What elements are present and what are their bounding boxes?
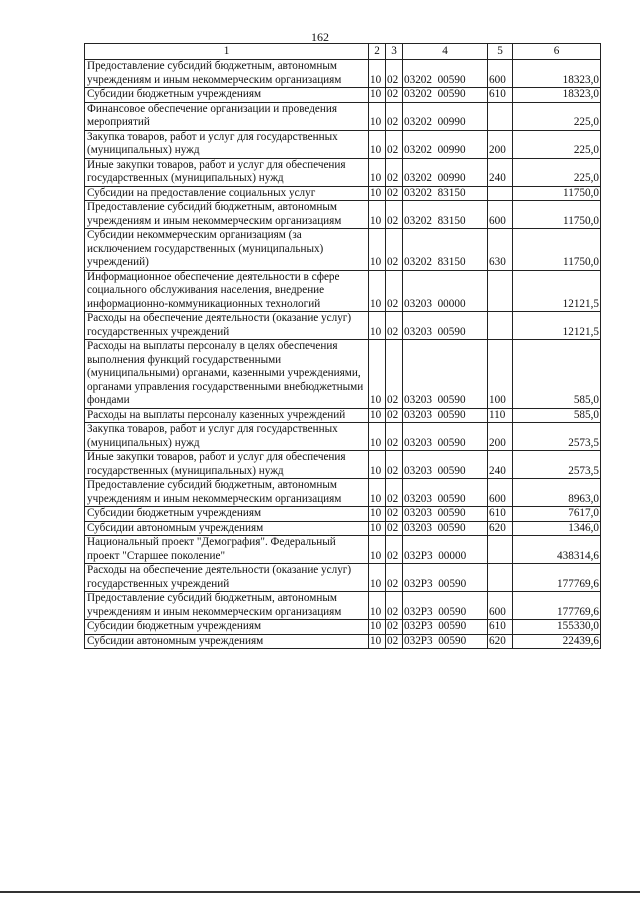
row-expense-type-code: 600 [488,592,513,620]
row-amount: 585,0 [513,408,601,423]
row-section-code: 10 [369,130,386,158]
column-header: 4 [403,44,488,60]
row-section-code: 10 [369,521,386,536]
row-target-article-code: 032P3 00000 [403,536,488,564]
row-amount: 2573,5 [513,451,601,479]
row-target-article-code: 03202 00590 [403,60,488,88]
row-section-code: 10 [369,158,386,186]
row-description: Субсидии некоммерческим организациям (за исключением государственных (муниципальных) учреждений) [85,229,369,271]
row-expense-type-code: 610 [488,507,513,522]
row-section-code: 10 [369,564,386,592]
row-section-code: 10 [369,229,386,271]
row-description: Субсидии на предоставление социальных услуг [85,186,369,201]
row-expense-type-code: 620 [488,521,513,536]
column-header: 5 [488,44,513,60]
row-target-article-code: 03203 00590 [403,479,488,507]
row-description: Финансовое обеспечение организации и проведения мероприятий [85,102,369,130]
bottom-border-line [0,891,640,893]
row-section-code: 10 [369,423,386,451]
row-description: Расходы на обеспечение деятельности (оказание услуг) государственных учреждений [85,564,369,592]
row-subsection-code: 02 [386,186,403,201]
row-target-article-code: 032P3 00590 [403,634,488,649]
row-amount: 155330,0 [513,620,601,635]
row-subsection-code: 02 [386,229,403,271]
row-description: Предоставление субсидий бюджетным, автономным учреждениям и иным некоммерческим организациям [85,592,369,620]
row-section-code: 10 [369,634,386,649]
row-subsection-code: 02 [386,423,403,451]
table-row [85,592,601,620]
row-expense-type-code [488,536,513,564]
row-target-article-code: 03202 83150 [403,201,488,229]
row-target-article-code: 03203 00590 [403,408,488,423]
row-target-article-code: 03203 00590 [403,312,488,340]
row-section-code: 10 [369,340,386,409]
row-amount: 225,0 [513,102,601,130]
row-subsection-code: 02 [386,270,403,312]
table-header-row [85,44,601,60]
row-amount: 22439,6 [513,634,601,649]
row-description: Субсидии бюджетным учреждениям [85,620,369,635]
row-target-article-code: 03203 00000 [403,270,488,312]
row-subsection-code: 02 [386,102,403,130]
row-amount: 12121,5 [513,312,601,340]
row-target-article-code: 03203 00590 [403,521,488,536]
row-amount: 177769,6 [513,564,601,592]
table-row [85,423,601,451]
row-amount: 18323,0 [513,88,601,103]
row-subsection-code: 02 [386,634,403,649]
row-target-article-code: 03202 83150 [403,186,488,201]
table-row [85,102,601,130]
table-row [85,536,601,564]
row-description: Предоставление субсидий бюджетным, автономным учреждениям и иным некоммерческим организациям [85,479,369,507]
table-row [85,634,601,649]
row-section-code: 10 [369,312,386,340]
row-subsection-code: 02 [386,507,403,522]
row-description: Предоставление субсидий бюджетным, автономным учреждениям и иным некоммерческим организациям [85,201,369,229]
row-section-code: 10 [369,186,386,201]
row-subsection-code: 02 [386,158,403,186]
row-subsection-code: 02 [386,620,403,635]
row-expense-type-code: 240 [488,451,513,479]
row-subsection-code: 02 [386,340,403,409]
table-row [85,408,601,423]
row-subsection-code: 02 [386,521,403,536]
table-row [85,312,601,340]
row-amount: 12121,5 [513,270,601,312]
row-expense-type-code: 200 [488,423,513,451]
row-target-article-code: 03202 00990 [403,158,488,186]
row-expense-type-code [488,270,513,312]
table-row [85,507,601,522]
row-target-article-code: 032P3 00590 [403,564,488,592]
row-expense-type-code [488,186,513,201]
row-section-code: 10 [369,592,386,620]
row-expense-type-code: 620 [488,634,513,649]
row-section-code: 10 [369,479,386,507]
row-expense-type-code: 200 [488,130,513,158]
row-description: Закупка товаров, работ и услуг для государственных (муниципальных) нужд [85,423,369,451]
row-expense-type-code: 610 [488,620,513,635]
row-amount: 18323,0 [513,60,601,88]
row-amount: 2573,5 [513,423,601,451]
table-row [85,451,601,479]
table-body [85,44,601,649]
row-amount: 225,0 [513,130,601,158]
table-row [85,158,601,186]
row-subsection-code: 02 [386,130,403,158]
row-target-article-code: 032P3 00590 [403,620,488,635]
row-section-code: 10 [369,102,386,130]
table-row [85,229,601,271]
row-expense-type-code [488,312,513,340]
row-section-code: 10 [369,451,386,479]
row-expense-type-code: 600 [488,60,513,88]
row-target-article-code: 03202 83150 [403,229,488,271]
column-header: 6 [513,44,601,60]
row-amount: 438314,6 [513,536,601,564]
row-description: Субсидии автономным учреждениям [85,634,369,649]
table-row [85,88,601,103]
row-description: Расходы на обеспечение деятельности (оказание услуг) государственных учреждений [85,312,369,340]
row-subsection-code: 02 [386,479,403,507]
row-target-article-code: 03203 00590 [403,423,488,451]
row-description: Национальный проект "Демография". Федеральный проект "Старшее поколение" [85,536,369,564]
table-row [85,620,601,635]
row-amount: 225,0 [513,158,601,186]
row-subsection-code: 02 [386,60,403,88]
column-header: 2 [369,44,386,60]
row-amount: 8963,0 [513,479,601,507]
table-row [85,60,601,88]
page-number: 162 [311,30,329,44]
table-row [85,479,601,507]
row-amount: 7617,0 [513,507,601,522]
row-description: Субсидии бюджетным учреждениям [85,507,369,522]
row-subsection-code: 02 [386,564,403,592]
row-subsection-code: 02 [386,312,403,340]
row-expense-type-code: 600 [488,479,513,507]
table-row [85,521,601,536]
row-section-code: 10 [369,408,386,423]
row-section-code: 10 [369,88,386,103]
row-description: Иные закупки товаров, работ и услуг для обеспечения государственных (муниципальных) нужд [85,451,369,479]
column-header: 3 [386,44,403,60]
row-amount: 585,0 [513,340,601,409]
table-row [85,270,601,312]
row-target-article-code: 03202 00590 [403,88,488,103]
row-description: Расходы на выплаты персоналу казенных учреждений [85,408,369,423]
table-row [85,340,601,409]
row-amount: 1346,0 [513,521,601,536]
row-amount: 11750,0 [513,201,601,229]
row-amount: 11750,0 [513,229,601,271]
row-description: Субсидии бюджетным учреждениям [85,88,369,103]
row-expense-type-code: 110 [488,408,513,423]
row-expense-type-code [488,102,513,130]
row-target-article-code: 03203 00590 [403,451,488,479]
row-amount: 11750,0 [513,186,601,201]
row-subsection-code: 02 [386,592,403,620]
table-row [85,186,601,201]
column-header: 1 [85,44,369,60]
row-subsection-code: 02 [386,536,403,564]
row-description: Иные закупки товаров, работ и услуг для обеспечения государственных (муниципальных) нужд [85,158,369,186]
row-expense-type-code [488,564,513,592]
row-expense-type-code: 610 [488,88,513,103]
row-target-article-code: 032P3 00590 [403,592,488,620]
row-expense-type-code: 240 [488,158,513,186]
row-subsection-code: 02 [386,451,403,479]
row-description: Предоставление субсидий бюджетным, автономным учреждениям и иным некоммерческим организациям [85,60,369,88]
row-expense-type-code: 630 [488,229,513,271]
row-expense-type-code: 100 [488,340,513,409]
row-description: Информационное обеспечение деятельности в сфере социального обслуживания населения, внедрение информационно-коммуникационных технологий [85,270,369,312]
row-section-code: 10 [369,620,386,635]
row-description: Закупка товаров, работ и услуг для государственных (муниципальных) нужд [85,130,369,158]
row-target-article-code: 03202 00990 [403,130,488,158]
row-subsection-code: 02 [386,408,403,423]
row-section-code: 10 [369,536,386,564]
row-subsection-code: 02 [386,88,403,103]
row-description: Субсидии автономным учреждениям [85,521,369,536]
row-subsection-code: 02 [386,201,403,229]
row-expense-type-code: 600 [488,201,513,229]
row-section-code: 10 [369,270,386,312]
row-target-article-code: 03203 00590 [403,507,488,522]
budget-table [84,43,601,649]
row-section-code: 10 [369,201,386,229]
row-section-code: 10 [369,60,386,88]
table-row [85,201,601,229]
table-row [85,564,601,592]
row-target-article-code: 03202 00990 [403,102,488,130]
row-section-code: 10 [369,507,386,522]
table-row [85,130,601,158]
row-amount: 177769,6 [513,592,601,620]
row-target-article-code: 03203 00590 [403,340,488,409]
row-description: Расходы на выплаты персоналу в целях обеспечения выполнения функций государственными (муниципальными) органами, казенными учреждениями, органами управления государственными внебюджетными фондами [85,340,369,409]
